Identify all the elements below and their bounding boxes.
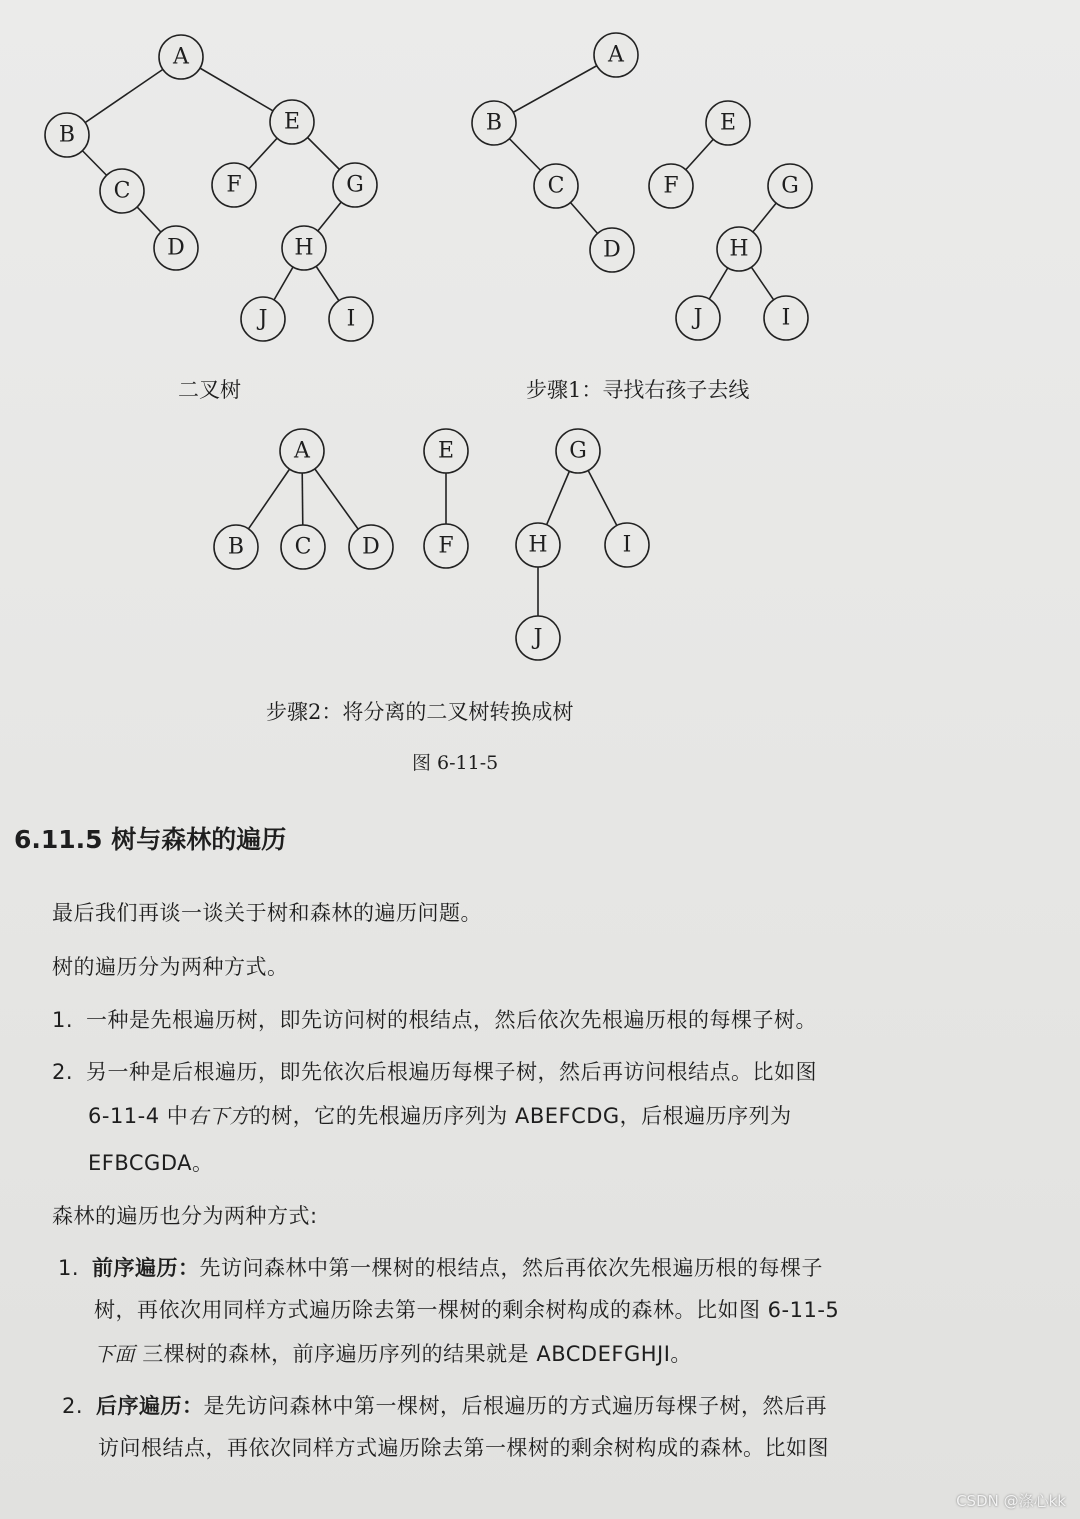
list-number: 2. (62, 1394, 84, 1418)
node-b (472, 101, 516, 145)
node-h (282, 226, 326, 270)
node-d (154, 226, 198, 270)
svg-text:C: C (294, 534, 312, 560)
node-c (281, 525, 325, 569)
caption-step2: 步骤2：将分离的二叉树转换成树 (266, 700, 574, 724)
list-item-2-line2: 6-11-4 中右下方的树，它的先根遍历序列为 ABEFCDG，后根遍历序列为 (88, 1104, 792, 1128)
forest-item-1-line2: 树，再依次用同样方式遍历除去第一棵树的剩余树构成的森林。比如图 6-11-5 (94, 1298, 840, 1322)
svg-text:I: I (622, 532, 632, 558)
svg-text:B: B (227, 534, 245, 560)
term-preorder: 前序遍历： (92, 1256, 200, 1280)
svg-text:F: F (663, 173, 679, 199)
binary-tree-diagram (45, 35, 377, 341)
svg-text:E: E (283, 109, 301, 135)
node-g (768, 164, 812, 208)
forest-item-1: 1. 前序遍历：先访问森林中第一棵树的根结点，然后再依次先根遍历根的每棵子 (58, 1256, 823, 1280)
caption-binary-tree: 二叉树 (178, 378, 241, 402)
node-d (349, 525, 393, 569)
list-number: 1. (58, 1256, 80, 1280)
node-g (333, 163, 377, 207)
node-e (706, 101, 750, 145)
list-item-1 (52, 1004, 817, 1034)
svg-text:B: B (58, 122, 76, 148)
list-text: 另一种是后根遍历，即先依次后根遍历每棵子树，然后再访问根结点。比如图 (86, 1060, 817, 1084)
node-b (214, 525, 258, 569)
node-c (534, 164, 578, 208)
svg-text:D: D (362, 534, 380, 560)
node-j (676, 296, 720, 340)
node-e (270, 100, 314, 144)
node-f (212, 163, 256, 207)
section-heading: 6.11.5 树与森林的遍历 (14, 825, 287, 854)
node-b (45, 113, 89, 157)
handwritten-note: 下面 (94, 1342, 135, 1366)
forest-item-2-line2: 访问根结点，再依次同样方式遍历除去第一棵树的剩余树构成的森林。比如图 (98, 1436, 829, 1460)
list-number: 2. (52, 1060, 74, 1084)
list-number: 1. (52, 1008, 74, 1032)
svg-text:J: J (533, 625, 543, 651)
svg-text:F: F (438, 533, 454, 559)
node-i (605, 523, 649, 567)
svg-text:I: I (781, 305, 791, 331)
paragraph-forest-traversal: 森林的遍历也分为两种方式: (52, 1204, 318, 1228)
svg-text:D: D (603, 237, 621, 263)
node-a (159, 35, 203, 79)
node-h (717, 227, 761, 271)
figure-number: 图 6-11-5 (412, 752, 499, 774)
svg-text:G: G (346, 172, 364, 198)
svg-text:B: B (485, 110, 503, 136)
svg-text:C: C (113, 178, 131, 204)
svg-text:J: J (258, 306, 268, 332)
node-e (424, 429, 468, 473)
step1-diagram (472, 33, 812, 340)
node-a (280, 429, 324, 473)
svg-text:H: H (294, 235, 314, 261)
list-text: 一种是先根遍历树，即先访问树的根结点，然后依次先根遍历根的每棵子树。 (86, 1008, 817, 1032)
svg-text:A: A (294, 438, 310, 464)
node-f (424, 524, 468, 568)
handwritten-note: 右下方 (188, 1104, 250, 1128)
paragraph-intro: 最后我们再谈一谈关于树和森林的遍历问题。 (52, 901, 482, 925)
forest-item-2: 2. 后序遍历：是先访问森林中第一棵树，后根遍历的方式遍历每棵子树，然后再 (62, 1394, 827, 1418)
svg-text:H: H (729, 236, 749, 262)
watermark: CSDN @涤心kk (956, 1492, 1066, 1510)
step2-diagram (214, 429, 649, 660)
svg-text:E: E (719, 110, 737, 136)
svg-text:C: C (547, 173, 565, 199)
node-i (764, 296, 808, 340)
node-d (590, 228, 634, 272)
forest-item-1-line3: 下面 三棵树的森林，前序遍历序列的结果就是 ABCDEFGHJI。 (94, 1342, 692, 1366)
node-a (594, 33, 638, 77)
svg-text:J: J (693, 305, 703, 331)
node-h (516, 523, 560, 567)
list-item-2-line3: EFBCGDA。 (88, 1151, 214, 1175)
svg-text:F: F (226, 172, 242, 198)
svg-text:A: A (608, 42, 624, 68)
svg-text:E: E (437, 438, 455, 464)
svg-text:G: G (781, 173, 799, 199)
svg-text:G: G (569, 438, 587, 464)
svg-text:A: A (173, 44, 189, 70)
term-postorder: 后序遍历： (96, 1394, 204, 1418)
svg-text:D: D (167, 235, 185, 261)
node-i (329, 297, 373, 341)
caption-step1: 步骤1：寻找右孩子去线 (526, 378, 750, 402)
node-j (516, 616, 560, 660)
node-c (100, 169, 144, 213)
svg-text:H: H (528, 532, 548, 558)
list-item-2 (52, 1056, 817, 1086)
node-g (556, 429, 600, 473)
paragraph-tree-traversal: 树的遍历分为两种方式。 (52, 955, 289, 979)
node-f (649, 164, 693, 208)
node-j (241, 297, 285, 341)
svg-text:I: I (346, 306, 356, 332)
